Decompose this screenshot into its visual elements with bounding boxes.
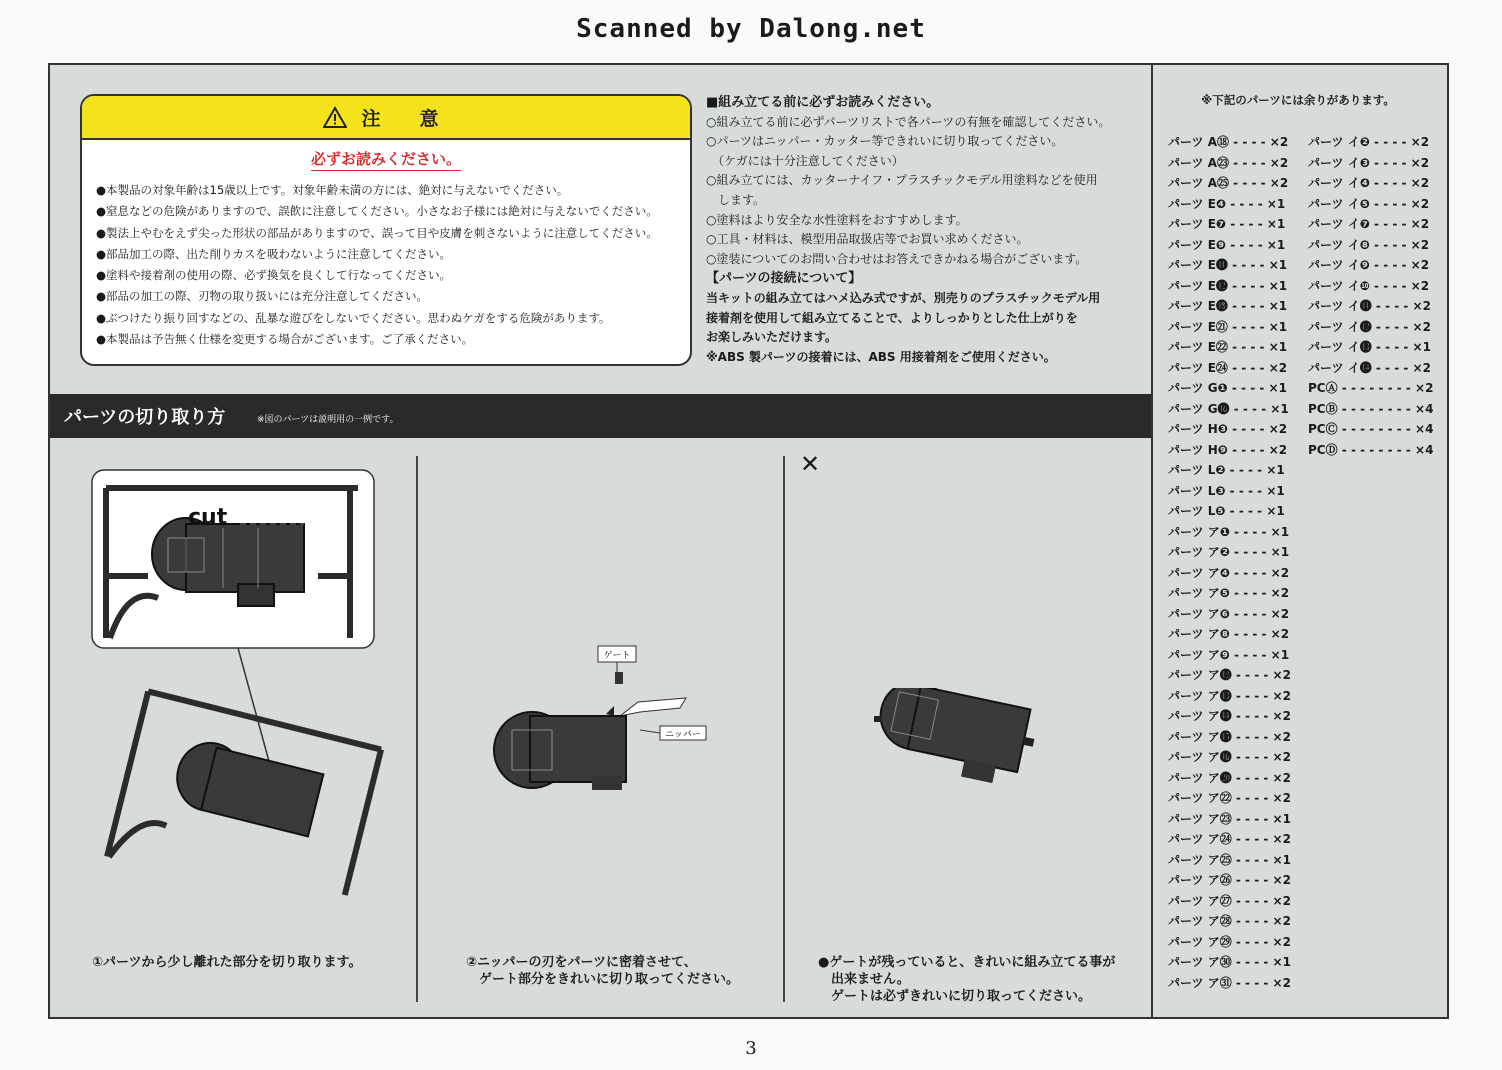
parts-list-item: パーツ A㉓ - - - - ×2 [1168,155,1289,170]
parts-list-item: パーツ イ❺ - - - - ×2 [1308,196,1430,211]
warning-item: ●部品の加工の際、刃物の取り扱いには充分注意してください。 [96,289,429,304]
warning-triangle-icon [323,106,347,128]
parts-list-item: パーツ イ⓭ - - - - ×1 [1308,340,1431,354]
parts-list-item: パーツ E㉑ - - - - ×1 [1168,319,1288,334]
warning-title: 注 意 [361,107,449,130]
notes-heading: ■組み立てる前に必ずお読みください。 [706,95,940,110]
parts-list-item: パーツ ア⓴ - - - - ×2 [1168,770,1291,785]
step-divider [416,456,418,1002]
runner-illustration [88,466,388,916]
warning-subtitle [82,148,690,169]
warning-item: ●製法上やむをえず尖った形状の部品がありますので、誤って目や皮膚を刺さないように注意してください。 [96,225,658,240]
warning-header [82,96,690,140]
parts-list-item: パーツ E⓫ - - - - ×1 [1168,258,1288,272]
warning-item: ●塗料や接着剤の使用の際、必ず換気を良くして行なってください。 [96,268,452,283]
parts-list-item: パーツ L❷ - - - - ×1 [1168,463,1285,477]
parts-list-item: パーツ H❸ - - - - ×2 [1168,422,1288,436]
parts-list-item: パーツ ア㉖ - - - - ×2 [1168,873,1291,887]
connect-heading: 【パーツの接続について】 [706,271,862,287]
warning-subtitle-text: 必ずお読みください。 [311,150,461,171]
parts-list-item: パーツ ア㉓ - - - - ×1 [1168,811,1291,826]
parts-list-item: パーツ E⓲ - - - - ×1 [1168,299,1288,313]
parts-list-item: PCⒸ - - - - - - - - ×4 [1308,422,1434,436]
nipper-illustration [490,640,720,790]
parts-list-item: パーツ ア㉕ - - - - ×1 [1168,852,1291,867]
parts-list-item: パーツ A㉕ - - - - ×2 [1168,176,1289,190]
parts-list-item: パーツ L❺ - - - - ×1 [1168,504,1285,518]
step3-caption [818,954,1115,1005]
step1-caption [92,954,361,971]
parts-list-item: パーツ ア⓮ - - - - ×2 [1168,709,1291,723]
x-mark: ✕ [800,450,821,478]
parts-list-item: パーツ ア❹ - - - - ×2 [1168,565,1290,580]
section-bar [50,394,1151,438]
parts-list-item: パーツ イ❼ - - - - ×2 [1308,217,1430,231]
parts-list-item: パーツ L❸ - - - - ×1 [1168,483,1285,498]
parts-list-item: パーツ H❾ - - - - ×2 [1168,442,1288,457]
notes-line: ○工具・材料は、模型用品取扱店等でお買い求めください。 [706,232,1029,247]
parts-list-item: パーツ E㉒ - - - - ×1 [1168,340,1288,354]
notes-line: ○塗料はより安全な水性塗料をおすすめします。 [706,212,968,227]
gate-remain-illustration [872,688,1052,798]
column-divider [1151,63,1153,1019]
parts-list-item: パーツ A⑱ - - - - ×2 [1168,135,1289,149]
step1-line: ①パーツから少し離れた部分を切り取ります。 [92,955,362,970]
warning-item: ●本製品の対象年齢は15歳以上です。対象年齢未満の方には、絶対に与えないでください。 [96,183,569,197]
step3-line: ゲートは必ずきれいに切り取ってください。 [818,989,1092,1004]
parts-list-item: パーツ G⓰ - - - - ×1 [1168,401,1289,416]
parts-list-item: パーツ ア⓯ - - - - ×2 [1168,729,1291,744]
parts-list-item: PCⒷ - - - - - - - - ×4 [1308,401,1434,416]
parts-list-item: パーツ ア㉚ - - - - ×1 [1168,955,1291,969]
parts-list-item: パーツ ア㉘ - - - - ×2 [1168,914,1291,928]
notes-line: （ケガには十分注意してください） [706,153,904,168]
connect-line: お楽しみいただけます。 [706,330,838,345]
section-note: ※図のパーツは説明用の一例です。 [257,415,399,425]
nipper-label: ニッパー [665,730,701,740]
parts-list-item: パーツ E❼ - - - - ×1 [1168,217,1286,231]
scan-credit: Scanned by Dalong.net [576,14,926,44]
parts-list-item: パーツ ア❷ - - - - ×1 [1168,545,1290,559]
warning-item: ●部品加工の際、出た削りカスを吸わないように注意してください。 [96,246,452,261]
warning-item: ●ぶつけたり振り回すなどの、乱暴な遊びをしないでください。思わぬケガをする危険があります。 [96,310,611,325]
parts-list-item: パーツ E❹ - - - - ×1 [1168,196,1286,211]
notes-line: ○パーツはニッパー・カッター等できれいに切り取ってください。 [706,134,1064,149]
parts-list-item: パーツ E㉔ - - - - ×2 [1168,360,1288,375]
parts-list-item: パーツ G❶ - - - - ×1 [1168,381,1287,395]
warning-item: ●窒息などの危険がありますので、誤飲に注意してください。小さなお子様には絶対に与えないでください。 [96,204,658,219]
notes-line: します。 [706,192,766,207]
parts-list-item: パーツ ア㉗ - - - - ×2 [1168,893,1291,908]
notes-line: ○塗装についてのお問い合わせはお答えできかねる場合がございます。 [706,251,1088,266]
parts-list-item: パーツ イ❾ - - - - ×2 [1308,258,1430,272]
parts-list-item: パーツ ア❾ - - - - ×1 [1168,647,1290,662]
parts-list-item: パーツ イ❹ - - - - ×2 [1308,176,1430,190]
parts-list-item: PCⒹ - - - - - - - - ×4 [1308,442,1434,457]
warning-box [80,94,692,366]
parts-list-item: パーツ イ⓬ - - - - ×2 [1308,319,1431,334]
parts-list-item: パーツ ア❶ - - - - ×1 [1168,524,1290,539]
notes-line: ○組み立てには、カッターナイフ・プラスチックモデル用塗料などを使用 [706,173,1098,188]
step2-line: ゲート部分をきれいに切り取ってください。 [466,972,740,987]
parts-list-item: パーツ イ⓮ - - - - ×2 [1308,360,1431,375]
warning-item: ●本製品は予告無く仕様を変更する場合がございます。ご了承ください。 [96,332,474,347]
parts-list-item: パーツ ア⓬ - - - - ×2 [1168,668,1291,682]
step2-caption [466,954,739,988]
parts-list-item: パーツ E⓬ - - - - ×1 [1168,278,1288,293]
step2-line: ②ニッパーの刃をパーツに密着させて、 [466,955,697,970]
parts-list-item: パーツ ア⓰ - - - - ×2 [1168,750,1291,764]
parts-list-item: パーツ E❾ - - - - ×1 [1168,237,1286,252]
parts-list-item: パーツ ア㉔ - - - - ×2 [1168,832,1291,846]
parts-list-item: パーツ イ❸ - - - - ×2 [1308,155,1430,170]
parts-list-item: PCⒶ - - - - - - - - ×2 [1308,381,1434,395]
step3-line: 出来ません。 [818,972,910,987]
parts-list-item: パーツ ア❻ - - - - ×2 [1168,606,1290,621]
connect-line: 当キットの組み立てはハメ込み式ですが、別売りのプラスチックモデル用 [706,290,1101,305]
parts-list-item: パーツ ア㉒ - - - - ×2 [1168,791,1291,805]
section-title: パーツの切り取り方 [64,407,226,428]
parts-list-item: パーツ ア❺ - - - - ×2 [1168,586,1290,600]
parts-list-item: パーツ ア⓭ - - - - ×2 [1168,688,1291,703]
warning-list [96,180,681,350]
parts-list-item: パーツ ア㉙ - - - - ×2 [1168,934,1291,949]
assembly-notes [706,93,1136,367]
parts-list-item: パーツ イ❷ - - - - ×2 [1308,135,1430,149]
parts-list-item: パーツ ア㉛ - - - - ×2 [1168,975,1291,990]
page-number: 3 [745,1038,757,1059]
parts-list-item: パーツ イ❽ - - - - ×2 [1308,237,1430,252]
step-divider [783,456,785,1002]
step3-line: ●ゲートが残っていると、きれいに組み立てる事が [818,955,1116,970]
cut-label: cut [188,505,228,530]
notes-line: ○組み立てる前に必ずパーツリストで各パーツの有無を確認してください。 [706,114,1111,129]
connect-line: ※ABS 製パーツの接着には、ABS 用接着剤をご使用ください。 [706,349,1056,364]
gate-label: ゲート [603,651,631,661]
connect-line: 接着剤を使用して組み立てることで、よりしっかりとした仕上がりを [706,310,1078,325]
parts-list-item: パーツ イ❿ - - - - ×2 [1308,278,1430,293]
parts-list-item: パーツ イ⓫ - - - - ×2 [1308,299,1431,313]
parts-list-item: パーツ ア❽ - - - - ×2 [1168,627,1290,641]
parts-note: ※下記のパーツには余りがあります。 [1201,93,1395,107]
